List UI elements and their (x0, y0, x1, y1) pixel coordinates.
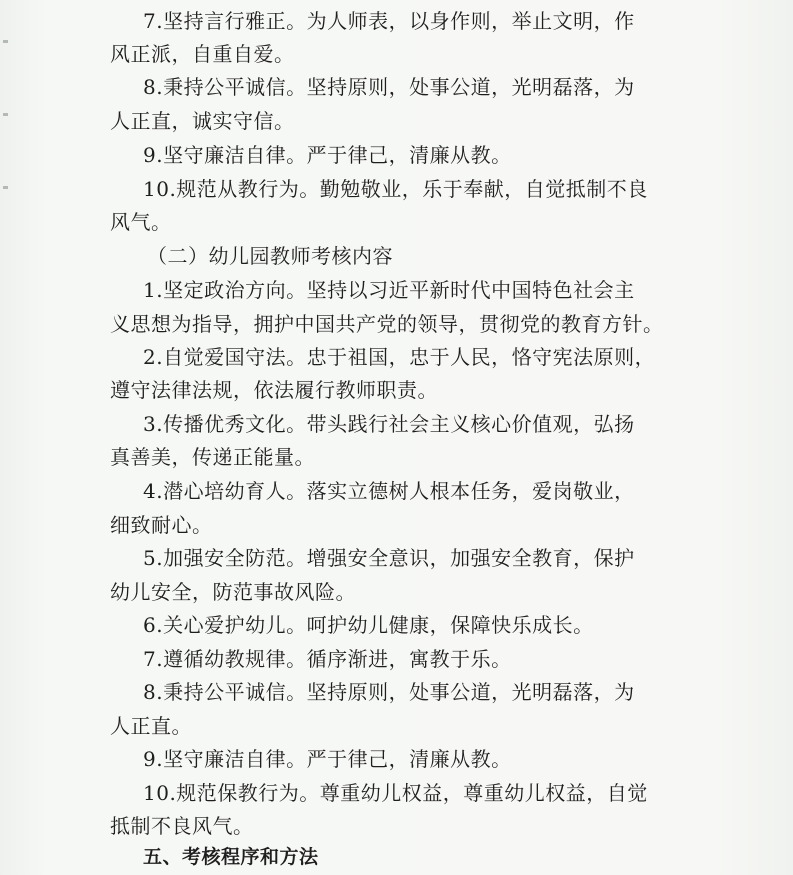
text-line: 风气。 (110, 210, 172, 234)
text-line: 义思想为指导，拥护中国共产党的领导，贯彻党的教育方针。 (110, 312, 664, 336)
scan-edge-mark (3, 40, 8, 43)
text-line: 人正直。 (110, 714, 192, 738)
text-line: 5.加强安全防范。增强安全意识，加强安全教育，保护 (143, 546, 635, 570)
text-line: 1.坚定政治方向。坚持以习近平新时代中国特色社会主 (143, 278, 635, 302)
text-line: 7.坚持言行雅正。为人师表，以身作则，举止文明，作 (143, 9, 635, 33)
text-line: 3.传播优秀文化。带头践行社会主义核心价值观，弘扬 (143, 412, 635, 436)
text-line: 10.规范保教行为。尊重幼儿权益，尊重幼儿权益，自觉 (143, 781, 648, 805)
scan-edge-mark (3, 113, 8, 116)
text-line: 人正直，诚实守信。 (110, 109, 295, 133)
text-line: 9.坚守廉洁自律。严于律己，清廉从教。 (143, 747, 512, 771)
section-heading: 五、考核程序和方法 (143, 846, 319, 868)
section-subheading: （二）幼儿园教师考核内容 (147, 244, 393, 268)
text-line: 风正派，自重自爱。 (110, 42, 295, 66)
text-line: 2.自觉爱国守法。忠于祖国，忠于人民，恪守宪法原则， (143, 345, 656, 369)
text-line: 细致耐心。 (110, 513, 213, 537)
scan-edge-mark (3, 186, 8, 189)
text-line: 遵守法律法规，依法履行教师职责。 (110, 378, 438, 402)
text-line: 真善美，传递正能量。 (110, 445, 315, 469)
text-line: 6.关心爱护幼儿。呵护幼儿健康，保障快乐成长。 (143, 613, 594, 637)
text-line: 7.遵循幼教规律。循序渐进，寓教于乐。 (143, 647, 512, 671)
text-line: 9.坚守廉洁自律。严于律己，清廉从教。 (143, 143, 512, 167)
text-line: 抵制不良风气。 (110, 814, 254, 838)
text-line: 10.规范从教行为。勤勉敬业，乐于奉献，自觉抵制不良 (143, 177, 648, 201)
text-line: 8.秉持公平诚信。坚持原则，处事公道，光明磊落，为 (143, 75, 635, 99)
text-line: 4.潜心培幼育人。落实立德树人根本任务，爱岗敬业， (143, 479, 635, 503)
text-line: 8.秉持公平诚信。坚持原则，处事公道，光明磊落，为 (143, 680, 635, 704)
text-line: 幼儿安全，防范事故风险。 (110, 580, 356, 604)
